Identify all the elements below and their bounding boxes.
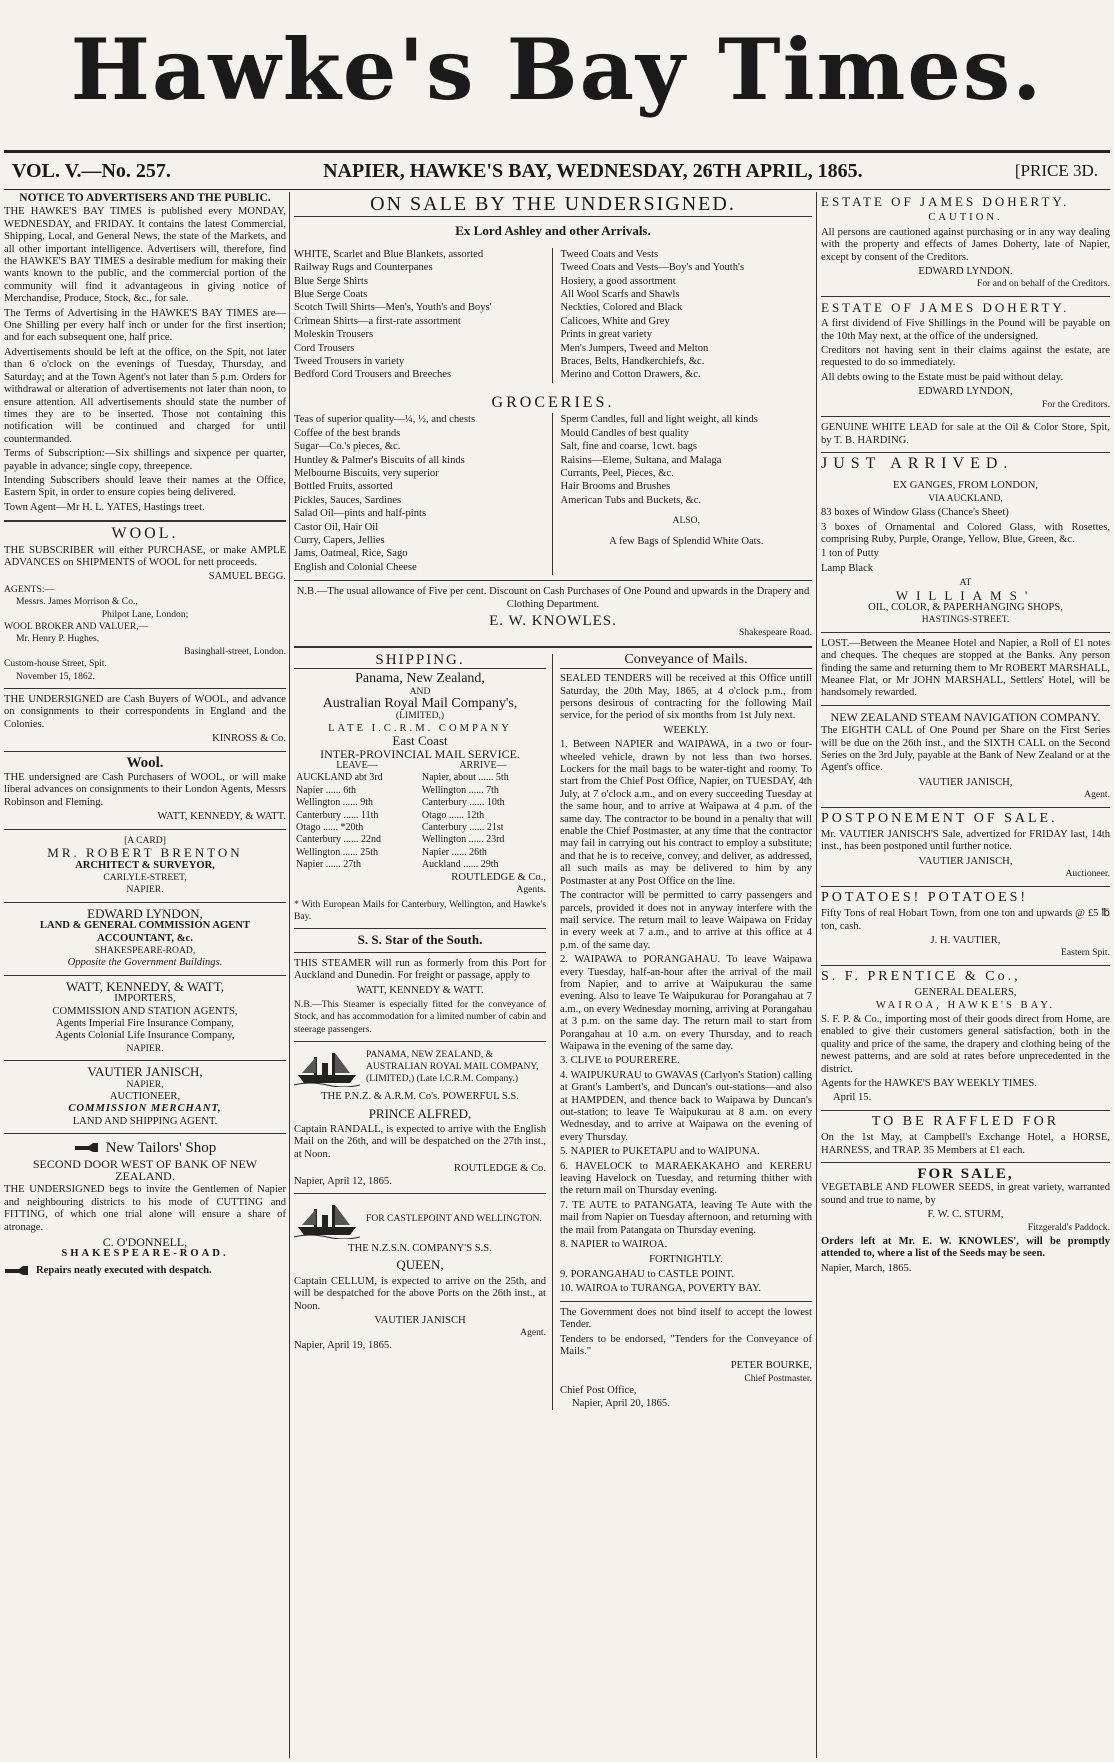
divider xyxy=(4,688,286,689)
forsale-signature: F. W. C. STURM, xyxy=(927,1209,1004,1221)
list-item: 6. HAVELOCK to MARAEKAKAHO and KERERU leaving Havelock on Tuesday, and returning thither with the return mail on Thursday evening. xyxy=(560,1160,812,1197)
divider xyxy=(4,751,286,752)
mails-date: Napier, April 20, 1865. xyxy=(572,1397,670,1409)
notice-paragraph: THE HAWKE'S BAY TIMES is published every MONDAY, WEDNESDAY, and FRIDAY. It contains the latest Commercial, Shipping, Local, and General News, the state of the Markets, and all other important intelligence. Advertisers will, therefore, find the HAWKE'S BAY TIMES a desirable medium for making their wants known to the public, and the commercial portion of the community will find it advantageous in giving notice of Merchandise, Produce, Stock, &c., for sale. xyxy=(4,206,286,305)
pnz-line: THE P.N.Z. & A.R.M. Co's. POWERFUL S.S. xyxy=(321,1091,519,1103)
wkw-line: COMMISSION AND STATION AGENTS, xyxy=(52,1005,238,1017)
wool-title: WOOL. xyxy=(111,525,179,543)
tailor-header xyxy=(4,1139,286,1157)
divider xyxy=(4,1133,286,1134)
star-paragraph: THIS STEAMER will run as formerly from this Port for Auckland and Dunedin. For freight or passage, apply to xyxy=(294,957,546,982)
potatoes-paragraph: Fifty Tons of real Hobart Town, from one ton and upwards @ £5 ℔ ton, cash. xyxy=(821,908,1110,932)
mails-endorse: Tenders to be endorsed, "Tenders for the Conveyance of Mails." xyxy=(560,1333,812,1357)
mails-office: Chief Post Office, xyxy=(560,1385,637,1397)
drapery-right-list xyxy=(561,249,813,382)
notice-paragraph: Intending Subscribers should leave their names at the Office, Eastern Spit, in order to ensure copies being delivered. xyxy=(4,474,286,499)
dateline xyxy=(4,150,1110,190)
table-row xyxy=(294,797,546,809)
wool2-signature: WATT, KENNEDY, & WATT. xyxy=(157,811,286,823)
columns xyxy=(4,192,1110,1758)
divider xyxy=(294,1041,546,1042)
card-street: CARLYLE-STREET, xyxy=(103,871,187,883)
list-item: 8. NAPIER to WAIROA. xyxy=(560,1239,668,1251)
table-row xyxy=(294,859,546,871)
mails-fortnightly: FORTNIGHTLY. xyxy=(649,1254,723,1266)
tailor-signature: C. O'DONNELL, xyxy=(102,1235,188,1250)
list-item: WHITE, Scarlet and Blue Blankets, assorted xyxy=(294,248,484,260)
list-item: Melbourne Biscuits, very superior xyxy=(294,467,439,479)
price: [PRICE 3D. xyxy=(1014,161,1098,180)
castlepoint-line: THE N.Z.S.N. COMPANY'S S.S. xyxy=(348,1243,492,1254)
notice-paragraph: The Terms of Advertising in the HAWKE'S BAY TIMES are—One Shilling per every half inch or under for the first insertion; and for each subsequent one, half price. xyxy=(4,307,286,344)
list-item: Moleskin Trousers xyxy=(294,329,374,341)
list-item: 7. TE AUTE to PATANGATA, leaving Te Aute with the mail from Napier on Tuesday afternoon, and returning with the mail from Patangata on Thursday evening. xyxy=(560,1199,812,1236)
table-cell: Wellington ...... 25th xyxy=(296,846,378,858)
list-item: 2. WAIPAWA to PORANGAHAU. To leave Waipawa every Tuesday, half-an-hour after the arrival of the mail from Napier, and to arrive at Waipukurau the same evening. Also to leave Te Waipukurau for Porangahau at 7 a.m., on every Wednesday morning, arriving at Porangahau at 3 p.m. on the same day. The return mail to start from Porangahau at 10 a.m. on every Thursday, and to reach Waipawa in the evening of the same day. xyxy=(560,954,812,1052)
castlepoint-header xyxy=(294,1199,546,1239)
mails-signature: PETER BOURKE, xyxy=(730,1360,812,1372)
forsale-paragraph: VEGETABLE AND FLOWER SEEDS, in great variety, warranted sound and true to name, by xyxy=(821,1182,1110,1206)
column-rule xyxy=(816,192,817,1758)
buyers-paragraph: THE UNDERSIGNED are Cash Buyers of WOOL, and advance on consignments to their correspondents in England and the Colonies. xyxy=(4,694,286,730)
divider xyxy=(560,1301,812,1302)
pnz-signature: ROUTLEDGE & Co. xyxy=(453,1163,546,1175)
arrived-ex-ganges: EX GANGES, FROM LONDON, xyxy=(892,480,1039,492)
list-item: Currants, Peel, Pieces, &c. xyxy=(560,467,674,479)
postponement-role: Auctioneer. xyxy=(1065,868,1110,880)
table-row xyxy=(294,772,546,784)
prentice-line: GENERAL DEALERS, xyxy=(914,987,1017,999)
potatoes-title: POTATOES! POTATOES! xyxy=(821,889,1029,905)
doherty2-paragraph: A first dividend of Five Shillings in the Pound will be payable on the 10th May next, at the office of the undersigned. xyxy=(821,318,1110,342)
mail-schedule xyxy=(294,760,546,872)
table-row xyxy=(294,810,546,822)
wkw-line: IMPORTERS, xyxy=(114,993,176,1005)
castlepoint-signature: VAUTIER JANISCH xyxy=(374,1315,466,1327)
east-coast: East Coast xyxy=(392,733,448,749)
arrived-williams: WILLIAMS' xyxy=(895,587,1036,603)
card-role: ARCHITECT & SURVEYOR, xyxy=(75,859,215,871)
list-item: 5. NAPIER to PUKETAPU and to WAIPUNA. xyxy=(560,1146,760,1158)
list-item: English and Colonial Cheese xyxy=(294,561,417,573)
list-item: Crimean Shirts—a first-rate assortment xyxy=(294,315,461,327)
prentice-agents: Agents for the HAWKE'S BAY WEEKLY TIMES. xyxy=(821,1077,1037,1089)
postponement-paragraph: Mr. VAUTIER JANISCH'S Sale, advertized for FRIDAY last, 14th inst., has been postponed until further notice. xyxy=(821,829,1110,853)
list-item: All Wool Scarfs and Shawls xyxy=(560,289,680,301)
notice-paragraph: Terms of Subscription:—Six shillings and sixpence per quarter, payable in advance; single copy, threepence. xyxy=(4,448,286,472)
wool2-title: Wool. xyxy=(126,754,164,771)
divider xyxy=(4,902,286,903)
vj-line: NAPIER, xyxy=(126,1078,164,1090)
panama-line: Panama, New Zealand, xyxy=(355,671,485,687)
prentice-date: April 15. xyxy=(833,1092,872,1104)
castlepoint-paragraph: Captain CELLUM, is expected to arrive on the 25th, and will be despatched for the above Ports on the 26th inst., at Noon. xyxy=(294,1275,546,1312)
list-item: Curry, Capers, Jellies xyxy=(294,534,385,546)
groceries-oats: A few Bags of Splendid White Oats. xyxy=(609,535,764,547)
list-item: Railway Rugs and Counterpanes xyxy=(294,262,433,274)
divider xyxy=(4,975,286,976)
card-name: MR. ROBERT BRENTON xyxy=(47,845,243,861)
groceries-lists xyxy=(294,413,812,575)
mails-column xyxy=(553,651,812,1410)
schedule-agents: Agents. xyxy=(516,884,546,896)
divider xyxy=(294,1193,546,1194)
divider xyxy=(294,580,812,581)
raffle-paragraph: On the 1st May, at Campbell's Exchange Hotel, a HORSE, HARNESS, and TRAP. 35 Members at £1 each. xyxy=(821,1132,1110,1156)
agents-line: Basinghall-street, London. xyxy=(183,645,286,657)
divider xyxy=(821,416,1110,417)
arrived-item: Lamp Black xyxy=(821,562,874,574)
column-right xyxy=(821,192,1110,1758)
list-item: Salt, fine and coarse, 1cwt. bags xyxy=(560,441,697,453)
list-item: Sugar—Co.'s pieces, &c. xyxy=(294,441,401,453)
potatoes-address: Eastern Spit. xyxy=(1060,947,1110,959)
place-date: NAPIER, HAWKE'S BAY, WEDNESDAY, 26TH APRIL, 1865. xyxy=(323,159,863,182)
prentice-title: S. F. PRENTICE & Co., xyxy=(821,968,1021,984)
divider xyxy=(821,1162,1110,1163)
list-item: Prints in great variety xyxy=(560,329,652,341)
list-item: Bottled Fruits, assorted xyxy=(294,481,393,493)
divider xyxy=(821,886,1110,887)
castlepoint-date: Napier, April 19, 1865. xyxy=(294,1339,392,1351)
potatoes-signature: J. H. VAUTIER, xyxy=(930,934,1001,946)
schedule-signature: ROUTLEDGE & Co., xyxy=(451,871,546,883)
nb-note: N.B.—The usual allowance of Five per cent. Discount on Cash Purchases of One Pound and upwards in the Drapery and Clothing Department. xyxy=(296,586,810,610)
column-middle xyxy=(294,192,812,1758)
wkw-name: WATT, KENNEDY, & WATT, xyxy=(66,978,224,994)
list-item: Tweed Coats and Vests—Boy's and Youth's xyxy=(560,262,745,274)
list-item: Mould Candles of best quality xyxy=(560,427,689,439)
list-item: Raisins—Eleme, Sultana, and Malaga xyxy=(560,454,722,466)
groceries-left-list xyxy=(294,414,546,574)
table-cell: Canterbury ...... 21st xyxy=(421,822,504,834)
list-item: Hair Brooms and Brushes xyxy=(560,481,671,493)
panama-limited: (LIMITED,) xyxy=(395,710,445,722)
doherty-title: ESTATE OF JAMES DOHERTY. xyxy=(821,194,1070,209)
notice-paragraph: Town Agent—Mr H. L. YATES, Hastings treet. xyxy=(4,501,205,513)
doherty2-paragraph: Creditors not having sent in their claims against the estate, are requested to do so immediately. xyxy=(821,345,1110,369)
list-item: Cord Trousers xyxy=(294,342,355,354)
table-row xyxy=(294,834,546,846)
agents-line: Custom-house Street, Spit. xyxy=(4,658,107,670)
mails-government: The Government does not bind itself to accept the lowest Tender. xyxy=(560,1306,812,1331)
list-item: 4. WAIPUKURAU to GWAVAS (Carlyon's Station) calling at Grant's Lambert's, and Duncan's out-stations—and also at HAMPDEN, and thence back to Waipawa by Duncan's out-station; to leave Te Waipukurau at 8 a.m. on every Wednesday, and to arrive at Waipawa on the evening of every Thursday. xyxy=(560,1069,812,1143)
divider xyxy=(294,216,812,217)
doherty-signature-role: For and on behalf of the Creditors. xyxy=(977,278,1110,290)
arrived-item: 1 ton of Putty xyxy=(821,548,879,560)
panama-late: LATE I.C.R.M. COMPANY xyxy=(328,722,512,734)
divider xyxy=(821,296,1110,297)
divider xyxy=(821,1110,1110,1111)
list-item: Salad Oil—pints and half-pints xyxy=(294,508,427,520)
wool2-paragraph: THE undersigned are Cash Purchasers of WOOL, or will make liberal advances on consignments to their London Agents, Messrs Robinson and Fleming. xyxy=(4,772,286,808)
mails-signature-role: Chief Postmaster. xyxy=(744,1372,812,1384)
card-label: [A CARD] xyxy=(124,834,166,846)
white-lead-notice: GENUINE WHITE LEAD for sale at the Oil & Color Store, Spit, by T. B. HARDING. xyxy=(821,422,1110,446)
tailor-road: SHAKESPEARE-ROAD. xyxy=(61,1248,229,1260)
postponement-signature: VAUTIER JANISCH, xyxy=(918,855,1013,867)
table-cell: Wellington ...... 23rd xyxy=(421,834,505,846)
tailor-paragraph: THE UNDERSIGNED begs to invite the Gentlemen of Napier and neighbouring districts to his mode of CUTTING and FITTING, of which one trial alone will ensure a share of atronage. xyxy=(4,1184,286,1233)
table-cell: Napier ...... 6th xyxy=(296,784,356,796)
doherty-signature: EDWARD LYNDON. xyxy=(918,266,1013,278)
pnz-ship: PRINCE ALFRED, xyxy=(368,1105,472,1121)
mails-fort-items xyxy=(560,1269,812,1296)
divider xyxy=(4,829,286,830)
lyndon-opposite: Opposite the Government Buildings. xyxy=(67,957,223,969)
list-item: Tweed Coats and Vests xyxy=(560,248,659,260)
vj-line: LAND AND SHIPPING AGENT. xyxy=(72,1115,218,1127)
doherty2-signature-role: For the Creditors. xyxy=(1042,398,1110,410)
lyndon-road: SHAKESPEARE-ROAD, xyxy=(94,944,196,956)
wkw-line: Agents Colonial Life Insurance Company, xyxy=(55,1030,235,1042)
arrived-street: HASTINGS-STREET. xyxy=(921,614,1010,626)
arrived-item: 3 boxes of Ornamental and Colored Glass, with Rosettes, comprising Ruby, Purple, Orange, Yellow, Blue, Green, &c. xyxy=(821,521,1110,545)
nzsn-paragraph: The EIGHTH CALL of One Pound per Share on the First Series will be due on the 26th inst., and the SIXTH CALL on the Second Series on the 3rd July, payable at the Bank of New Zealand or at the Agent's office. xyxy=(821,725,1110,774)
pnz-paragraph: Captain RANDALL, is expected to arrive with the English Mail on the 26th, and will be despatched on the 27th inst., at Noon. xyxy=(294,1123,546,1160)
list-item: The contractor will be permitted to carry passengers and parcels, provided it does not in anyway interfere with the mail service. The return mail to leave Waipawa on Friday in every week at 7 a.m., and to arrive at this office at 4 p.m. of the same day. xyxy=(560,890,812,951)
mails-weekly: WEEKLY. xyxy=(663,724,709,736)
castlepoint-header-text: FOR CASTLEPOINT AND WELLINGTON. xyxy=(366,1212,542,1224)
caution: CAUTION. xyxy=(928,212,1003,224)
doherty2-paragraph: All debts owing to the Estate must be paid without delay. xyxy=(821,371,1064,383)
table-cell: Napier ...... 27th xyxy=(296,859,361,871)
list-item: Huntley & Palmer's Biscuits of all kinds xyxy=(294,454,465,466)
divider xyxy=(4,1060,286,1061)
pointing-hand-icon xyxy=(74,1141,100,1155)
star-title: S. S. Star of the South. xyxy=(357,932,483,948)
pnz-header-text: PANAMA, NEW ZEALAND, & AUSTRALIAN ROYAL MAIL COMPANY, (LIMITED,) (Late I.C.R.M. Company.) xyxy=(366,1048,539,1085)
list-item: American Tubs and Buckets, &c. xyxy=(560,494,702,506)
inter-provincial: INTER-PROVINCIAL MAIL SERVICE. xyxy=(320,746,520,761)
agents-line: Messrs. James Morrison & Co., xyxy=(16,596,138,608)
table-cell: Canterbury ...... 10th xyxy=(421,797,505,809)
knowles-address: Shakespeare Road. xyxy=(739,627,812,639)
vj-line: COMMISSION MERCHANT, xyxy=(68,1103,222,1115)
volume-number: VOL. V.—No. 257. xyxy=(12,159,171,182)
schedule-note: * With European Mails for Canterbury, Wellington, and Hawke's Bay. xyxy=(294,898,546,922)
table-cell: Auckland ...... 29th xyxy=(421,859,499,871)
mails-items xyxy=(560,739,812,1251)
list-item: Bedford Cord Trousers and Breeches xyxy=(294,369,452,381)
table-cell: Otago ...... *20th xyxy=(296,822,364,834)
divider xyxy=(821,965,1110,966)
nzsn-signature: VAUTIER JANISCH, xyxy=(918,776,1013,788)
divider xyxy=(821,807,1110,808)
list-item: Calicoes, White and Grey xyxy=(560,315,670,327)
lost-notice: LOST.—Between the Meanee Hotel and Napier, a Roll of £1 notes and cheques. The cheques are stopped at the Banks. Any person finding the same and returning them to Mr ROBERT MARSHALL, Meanee Flat, or Mr JOHN MARSHALL, Settlers' Hotel, will be handsomely rewarded. xyxy=(821,637,1110,699)
raffle-title: TO BE RAFFLED FOR xyxy=(871,1113,1060,1129)
divider xyxy=(294,952,546,953)
forsale-title: FOR SALE, xyxy=(917,1166,1014,1182)
panama-line: Australian Royal Mail Company's, xyxy=(322,696,518,711)
tailor-subtitle: SECOND DOOR WEST OF BANK OF NEW ZEALAND. xyxy=(32,1156,258,1184)
masthead xyxy=(0,0,1114,148)
knowles-name: E. W. KNOWLES. xyxy=(489,612,617,629)
agents-line: WOOL BROKER AND VALUER,— xyxy=(4,621,149,632)
table-cell: Wellington ...... 9th xyxy=(296,797,373,809)
masthead-title: Hawke's Bay Times. xyxy=(70,20,1044,119)
panama-and: AND xyxy=(409,685,431,697)
forsale-address: Fitzgerald's Paddock. xyxy=(1027,1221,1110,1233)
nzsn-title: NEW ZEALAND STEAM NAVIGATION COMPANY. xyxy=(830,709,1101,724)
card-town: NAPIER. xyxy=(126,884,164,896)
table-row xyxy=(294,847,546,859)
star-nb: N.B.—This Steamer is especially fitted for the conveyance of Stock, and has accommodation for a limited number of cabin and steerage passengers. xyxy=(294,998,546,1035)
divider xyxy=(821,632,1110,633)
column-rule xyxy=(289,192,290,1758)
wkw-line: Agents Imperial Fire Insurance Company, xyxy=(56,1017,234,1029)
table-row xyxy=(294,785,546,797)
divider xyxy=(294,928,546,929)
steamship-icon xyxy=(294,1199,360,1239)
lyndon-name: EDWARD LYNDON, xyxy=(87,905,203,921)
divider xyxy=(294,646,812,648)
tailor-title: New Tailors' Shop xyxy=(105,1140,217,1157)
groceries-right-list xyxy=(561,414,813,507)
groceries-title: GROCERIES. xyxy=(491,393,615,411)
buyers-signature: KINROSS & Co. xyxy=(212,733,286,745)
arrived-item: 83 boxes of Window Glass (Chance's Sheet) xyxy=(821,507,1009,519)
list-item: Men's Jumpers, Tweed and Melton xyxy=(560,342,709,354)
list-item: Merino and Cotton Drawers, &c. xyxy=(560,369,701,381)
list-item: Castor Oil, Hair Oil xyxy=(294,521,379,533)
sale-title: ON SALE BY THE UNDERSIGNED. xyxy=(370,193,736,215)
wkw-line: NAPIER. xyxy=(126,1042,164,1054)
arrived-at: AT xyxy=(959,577,972,589)
list-item: Pickles, Sauces, Sardines xyxy=(294,494,402,506)
list-item: 10. WAIROA to TURANGA, POVERTY BAY. xyxy=(560,1283,762,1295)
schedule-body xyxy=(294,772,546,871)
doherty2-title: ESTATE OF JAMES DOHERTY. xyxy=(821,299,1070,315)
drapery-lists xyxy=(294,248,812,383)
list-item: Sperm Candles, full and light weight, all kinds xyxy=(560,414,758,426)
list-item: Tweed Trousers in variety xyxy=(294,356,405,368)
list-item: Coffee of the best brands xyxy=(294,427,401,439)
list-item: Neckties, Colored and Black xyxy=(560,302,683,314)
mails-title: Conveyance of Mails. xyxy=(560,654,812,669)
shipping-column xyxy=(294,651,553,1410)
list-item: Braces, Belts, Handkerchiefs, &c. xyxy=(560,356,705,368)
table-row xyxy=(294,822,546,834)
mails-paragraph: SEALED TENDERS will be received at this Office untill Saturday, the 20th May, 1865, at 4 o'clock p.m., from persons desirous of contracting for the following Mail service, for the period of six months from 1st July next. xyxy=(560,673,812,722)
steamship-icon xyxy=(294,1047,360,1087)
vj-line: AUCTIONEER, xyxy=(109,1091,181,1102)
prentice-paragraph: S. F. P. & Co., importing most of their goods direct from Home, are enabled to give their customers general satisfaction, both in the quality and price of the same, the drapery and clothing being of the newest patterns, and are sold at rates before unprecedented in the district. xyxy=(821,1013,1110,1075)
schedule-header-leave: LEAVE— xyxy=(336,760,378,772)
arrived-title: JUST ARRIVED. xyxy=(821,454,1014,472)
shipping-mails-area xyxy=(294,651,812,1410)
pnz-header xyxy=(294,1047,546,1087)
table-cell: Wellington ...... 7th xyxy=(421,784,499,796)
list-item: 3. CLIVE to POURERERE. xyxy=(560,1055,680,1067)
prentice-line: WAIROA, HAWKE'S BAY. xyxy=(875,999,1056,1011)
groceries-also: ALSO, xyxy=(672,515,700,527)
arrived-shops: OIL, COLOR, & PAPERHANGING SHOPS, xyxy=(868,601,1063,613)
nzsn-agent: Agent. xyxy=(1084,789,1110,801)
doherty2-signature: EDWARD LYNDON, xyxy=(918,386,1013,398)
wool-paragraph: THE SUBSCRIBER will either PURCHASE, or make AMPLE ADVANCES on SHIPMENTS of WOOL for nett proceeds. xyxy=(4,544,286,568)
doherty-paragraph: All persons are cautioned against purchasing or in any way dealing with the property and effects of James Doherty, late of Napier, except by consent of the Creditors. xyxy=(821,226,1110,263)
table-cell: AUCKLAND abt 3rd xyxy=(296,772,383,784)
pointing-hand-icon xyxy=(4,1264,30,1278)
postponement-title: POSTPONEMENT OF SALE. xyxy=(821,810,1058,826)
list-item: Blue Serge Shirts xyxy=(294,275,368,287)
list-item: Hosiery, a good assortment xyxy=(560,275,676,287)
table-cell: Napier ...... 26th xyxy=(421,846,487,858)
divider xyxy=(4,520,286,522)
table-cell: Canterbury ...... 22nd xyxy=(296,834,381,846)
lyndon-role: LAND & GENERAL COMMISSION AGENT ACCOUNTANT, &c. xyxy=(39,920,251,944)
castlepoint-ship: QUEEN, xyxy=(396,1257,444,1273)
list-item: Blue Serge Coats xyxy=(294,289,368,301)
forsale-orders: Orders left at Mr. E. W. KNOWLES', will be promptly attended to, where a list of the Seeds may be seen. xyxy=(821,1236,1110,1260)
divider xyxy=(821,705,1110,706)
notice-paragraph: Advertisements should be left at the office, on the Spit, not later than 6 o'clock on the evenings of Tuesday, Thursday, and Saturday; and at the Town Agent's not later than 5 p.m. Orders for withdrawal or alteration of advertisements not later than noon, to ensure attention. All advertisements should state the number of times they are to be inserted. Those not containing this notification will be continued and charged for until countermanded. xyxy=(4,346,286,445)
drapery-left-list xyxy=(294,249,546,382)
star-signature: WATT, KENNEDY & WATT. xyxy=(356,984,484,996)
tailor-footer xyxy=(4,1264,286,1278)
agents-line: Philpot Lane, London; xyxy=(101,608,189,620)
notice-title: NOTICE TO ADVERTISERS AND THE PUBLIC. xyxy=(19,192,271,204)
list-item: Jams, Oatmeal, Rice, Sago xyxy=(294,548,408,560)
column-left xyxy=(4,192,286,1758)
shipping-title: SHIPPING. xyxy=(294,654,546,669)
list-item: 1. Between NAPIER and WAIPAWA, in a two or four-wheeled vehicle, drawn by not less than two horses. Lockers for the mail bags to be water-tight and roomy. To start from the Chief Post Office, Napier, on TUESDAY, 4th July, at 7 o'clock a.m., and on every succeeding Tuesday at the same hour, and to arrive at Waipawa at 4 p.m. of the same day. The contractor to be bound in a penalty that will enable the Chief Postmaster, at any time that the contractor may fail in carrying out his contract to employ a substitute; and that he is to receive, convey, and deliver, as addressed, all such mails as may be delivered to him by any Postmaster at any Post Office on the line. xyxy=(560,739,812,887)
arrived-via: VIA AUCKLAND, xyxy=(928,492,1003,504)
vj-name: VAUTIER JANISCH, xyxy=(87,1064,203,1080)
table-cell: Canterbury ...... 11th xyxy=(296,809,379,821)
sale-subtitle: Ex Lord Ashley and other Arrivals. xyxy=(455,223,651,239)
list-item: 9. PORANGAHAU to CASTLE POINT. xyxy=(560,1268,735,1280)
tailor-footer-text: Repairs neatly executed with despatch. xyxy=(36,1264,212,1276)
list-item: Teas of superior quality—¼, ½, and chests xyxy=(294,414,476,426)
agents-label: AGENTS:— xyxy=(4,583,55,595)
agents-line: November 15, 1862. xyxy=(16,670,95,682)
agents-line: Mr. Henry P. Hughes, xyxy=(16,633,100,645)
forsale-date: Napier, March, 1865. xyxy=(821,1262,912,1274)
table-cell: Napier, about ...... 5th xyxy=(421,772,509,784)
pnz-date: Napier, April 12, 1865. xyxy=(294,1175,392,1187)
list-item: Scotch Twill Shirts—Men's, Youth's and Boys' xyxy=(294,302,492,314)
schedule-header-arrive: ARRIVE— xyxy=(459,760,507,772)
table-cell: Otago ...... 12th xyxy=(421,809,485,821)
castlepoint-agent: Agent. xyxy=(520,1327,546,1339)
wool-signature: SAMUEL BEGG. xyxy=(208,571,286,583)
divider xyxy=(821,452,1110,453)
